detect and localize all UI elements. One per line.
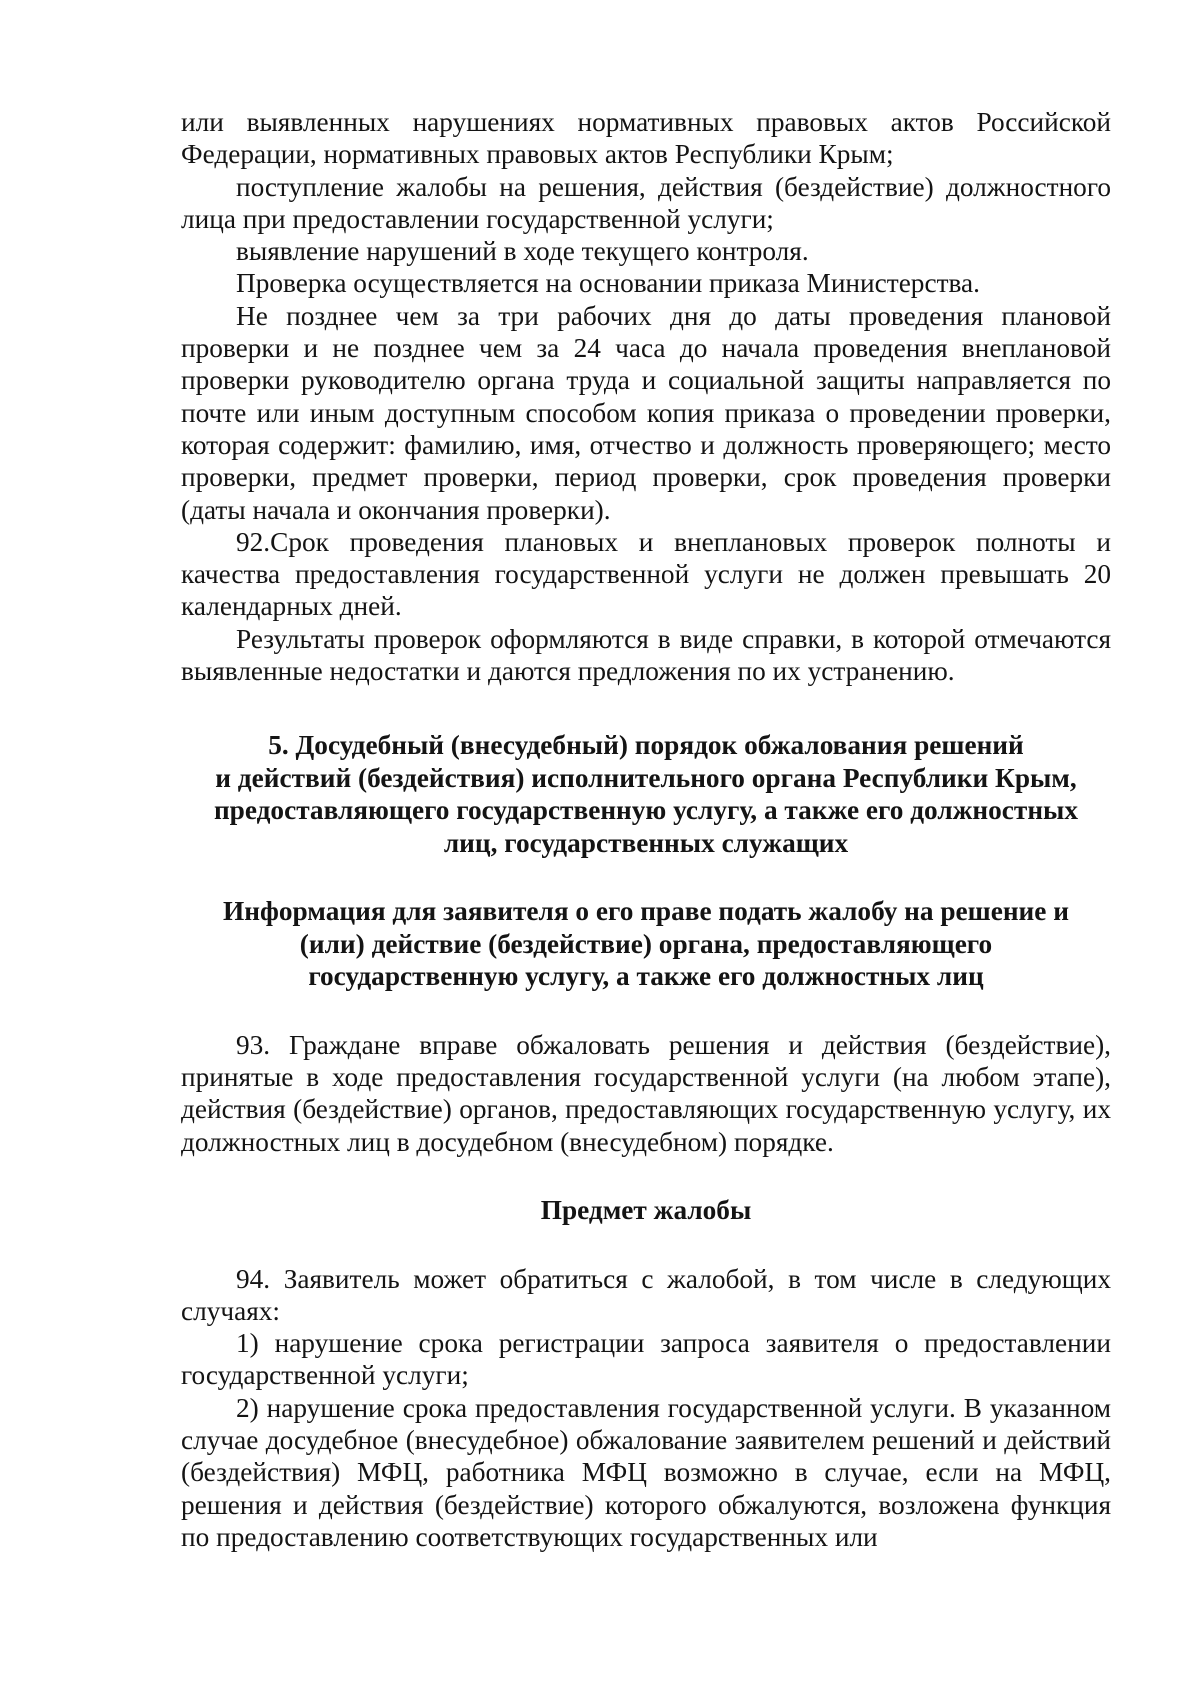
section-5-heading-line: лиц, государственных служащих	[443, 827, 849, 858]
applicant-info-heading-line: (или) действие (бездействие) органа, предоставляющего	[299, 928, 993, 959]
paragraph-93: 93. Граждане вправе обжаловать решения и действия (бездействие), принятые в ходе предоставления государственной услуги (на любом этапе), действия (бездействие) органов, предоставляющих государственную услугу, их должностных лиц в досудебном (внесудебном) порядке.	[181, 1029, 1111, 1157]
paragraph-94-item-2: 2) нарушение срока предоставления государственной услуги. В указанном случае досудебное (внесудебное) обжалование заявителем решений и действий (бездействия) МФЦ, работника МФЦ возможно в случае, если на МФЦ, решения и действия (бездействие) которого обжалуются, возложена функция по предоставлению соответствующих государственных или	[181, 1392, 1111, 1552]
paragraph-current-control: выявление нарушений в ходе текущего контроля.	[236, 236, 809, 267]
complaint-subject-heading: Предмет жалобы	[540, 1195, 752, 1226]
paragraph-92: 92.Срок проведения плановых и внеплановых проверок полноты и качества предоставления государственной услуги не должен превышать 20 календарных дней.	[181, 526, 1111, 622]
paragraph-94: 94. Заявитель может обратиться с жалобой, в том числе в следующих случаях:	[181, 1263, 1111, 1326]
section-5-heading-line: и действий (бездействия) исполнительного органа Республики Крым,	[215, 762, 1077, 793]
paragraph-complaint-received: поступление жалобы на решения, действия (бездействие) должностного лица при предоставлении государственной услуги;	[181, 171, 1111, 234]
section-5-heading	[181, 729, 1111, 859]
applicant-info-heading-line: Информация для заявителя о его праве подать жалобу на решение и	[223, 896, 1069, 927]
applicant-info-heading-line: государственную услугу, а также его должностных лиц	[308, 961, 984, 992]
section-5-heading-line: предоставляющего государственную услугу, а также его должностных	[213, 795, 1079, 826]
paragraph-inspection-results: Результаты проверок оформляются в виде справки, в которой отмечаются выявленные недостатки и даются предложения по их устранению.	[181, 623, 1111, 687]
document-page	[181, 106, 1111, 1553]
paragraph-94-item-1: 1) нарушение срока регистрации запроса заявителя о предоставлении государственной услуги;	[181, 1328, 1111, 1391]
applicant-info-heading	[181, 895, 1111, 993]
paragraph-inspection-notice: Не позднее чем за три рабочих дня до даты проведения плановой проверки и не позднее чем за 24 часа до начала проведения внеплановой проверки руководителю органа труда и социальной защиты направляется по почте или иным доступным способом копия приказа о проведении проверки, которая содержит: фамилию, имя, отчество и должность проверяющего; место проверки, предмет проверки, период проверки, срок проведения проверки (даты начала и окончания проверки).	[181, 300, 1111, 525]
paragraph-violations-continued: или выявленных нарушениях нормативных правовых актов Российской Федерации, нормативных правовых актов Республики Крым;	[181, 107, 1111, 170]
paragraph-ministry-order: Проверка осуществляется на основании приказа Министерства.	[236, 268, 980, 299]
section-5-heading-line: 5. Досудебный (внесудебный) порядок обжалования решений	[268, 730, 1024, 761]
